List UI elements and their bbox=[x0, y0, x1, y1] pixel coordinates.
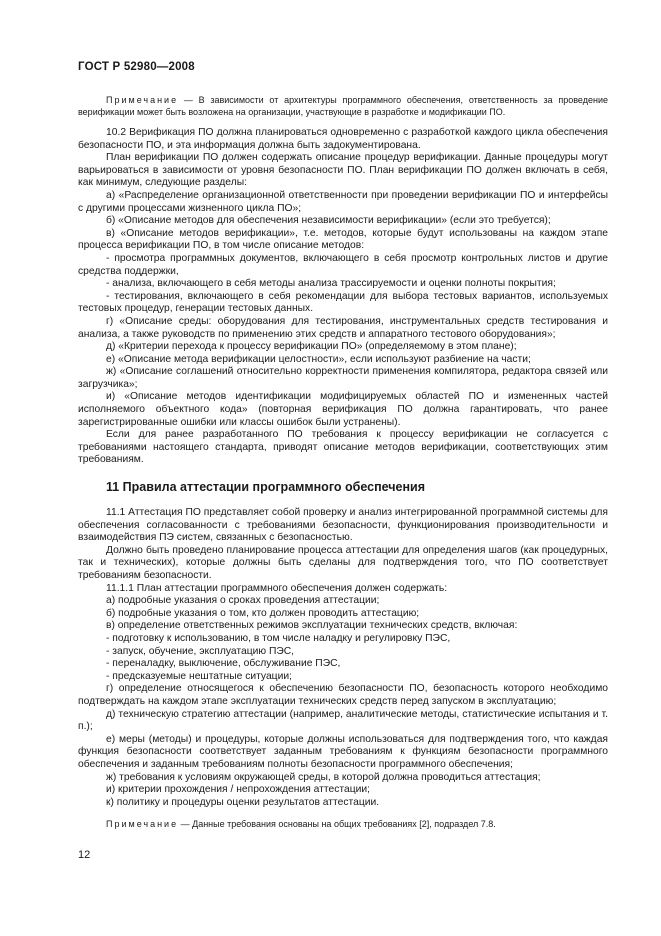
list-item: д) «Критерии перехода к процессу верификации ПО» (определяемому в этом плане); bbox=[106, 341, 517, 353]
note-text: — Данные требования основаны на общих требованиях [2], подраздел 7.8. bbox=[178, 819, 496, 830]
paragraph-10-2: 10.2 Верификация ПО должна планироваться одновременно с разработкой каждого цикла обеспечения безопасности ПО, и эта информация должна быть задокументирована. bbox=[78, 127, 608, 151]
list-item: - тестирования, включающего в себя рекомендации для выбора тестовых вариантов, используемых тестовых процедур, генерации тестовых данных. bbox=[78, 290, 608, 315]
note-label: Примечание bbox=[106, 95, 179, 105]
list-item: д) техническую стратегию аттестации (например, аналитические методы, статистические испытания и т. п.); bbox=[78, 708, 608, 733]
list-item: - анализа, включающего в себя методы анализа трассируемости и оценки полноты покрытия; bbox=[106, 278, 556, 290]
list-item: г) «Описание среды: оборудования для тестирования, инструментальных средств тестирования и анализа, а также руководств по применению этих средств и аппаратного тестового оборудования»; bbox=[78, 315, 608, 340]
list-item: - предсказуемые нештатные ситуации; bbox=[106, 670, 292, 682]
list-item: ж) «Описание соглашений относительно корректности применения компилятора, редактора связей или загрузчика»; bbox=[78, 366, 608, 390]
note-text: — В зависимости от архитектуры программного обеспечения, ответственность за проведение верификации может быть возложена на организации, участвующие в разработке и модификации ПО. bbox=[78, 95, 608, 117]
list-item: и) критерии прохождения / непрохождения аттестации; bbox=[106, 784, 370, 796]
page-body bbox=[78, 94, 608, 830]
paragraph-verification-plan: План верификации ПО должен содержать описание процедур верификации. Данные процедуры могут варьироваться в зависимости от уровня безопасности ПО. План верификации ПО должен включать в себя, как минимум, следующие разделы: bbox=[78, 152, 608, 189]
list-item: а) подробные указания о сроках проведения аттестации; bbox=[106, 595, 380, 607]
paragraph-11-1-1: 11.1.1 План аттестации программного обеспечения должен содержать: bbox=[106, 582, 448, 594]
list-item: и) «Описание методов идентификации модифицируемых областей ПО и измененных частей исполняемого объектного кода» (повторная верификация ПО должна гарантировать, что ранее зарегистрированные ошибки или классы ошибок были устранены). bbox=[78, 391, 608, 428]
list-item: к) политику и процедуры оценки результатов аттестации. bbox=[106, 796, 380, 808]
paragraph-previous-software: Если для ранее разработанного ПО требования к процессу верификации не согласуется с требованиями настоящего стандарта, приводят описание методов верификации, соответствующих этим требованиям. bbox=[78, 429, 608, 466]
list-item: в) «Описание методов верификации», т.е. методов, которые будут использованы на каждом этапе процесса верификации ПО, в том числе описание методов: bbox=[78, 227, 608, 252]
list-item: - просмотра программных документов, включающего в себя просмотр контрольных листов и другие средства поддержки, bbox=[78, 252, 608, 277]
list-item: г) определение относящегося к обеспечению безопасности ПО, безопасность которого необходимо подтверждать на каждом этапе эксплуатации технических средств перед запуском в эксплуатацию; bbox=[78, 683, 608, 707]
list-item: ж) требования к условиям окружающей среды, в которой должна проводиться аттестация; bbox=[106, 771, 541, 783]
section-11-title: 11 Правила аттестации программного обеспечения bbox=[106, 480, 425, 495]
paragraph-11-1: 11.1 Аттестация ПО представляет собой проверку и анализ интегрированной программной системы для обеспечения согласованности с требованиями безопасности, функционирования производительности и взаимодействия ПЭ систем, связанных с безопасностью. bbox=[78, 507, 608, 544]
list-item: - запуск, обучение, эксплуатацию ПЭС, bbox=[106, 645, 295, 657]
note-verification-responsibility bbox=[78, 94, 608, 118]
list-item: е) меры (методы) и процедуры, которые должны использоваться для подтверждения того, что каждая функция безопасности соответствует заданным требованиям к функциям безопасности программного обеспечения и заданным требованиям полноты безопасности программного обеспечения; bbox=[78, 733, 608, 770]
list-item: в) определение ответственных режимов эксплуатации технических средств, включая: bbox=[106, 620, 518, 632]
list-item: - подготовку к использованию, в том числе наладку и регулировку ПЭС, bbox=[106, 632, 451, 644]
note-label: Примечание bbox=[106, 819, 179, 830]
page-number: 12 bbox=[78, 849, 91, 861]
note-requirements-basis bbox=[78, 818, 608, 830]
list-item: е) «Описание метода верификации целостности», если используют разбиение на части; bbox=[106, 353, 531, 365]
standard-header: ГОСТ Р 52980—2008 bbox=[78, 61, 195, 73]
list-item: а) «Распределение организационной ответственности при проведении верификации ПО и интерфейсы с другими процессами жизненного цикла ПО»; bbox=[78, 189, 608, 214]
list-item: б) подробные указания о том, кто должен проводить аттестацию; bbox=[106, 607, 420, 619]
list-item: - переналадку, выключение, обслуживание ПЭС, bbox=[106, 658, 341, 670]
list-item: б) «Описание методов для обеспечения независимости верификации» (если это требуется); bbox=[106, 215, 551, 227]
paragraph-validation-planning: Должно быть проведено планирование процесса аттестации для определения шагов (как процедурных, так и технических), которые должны быть сделаны для подтверждения того, что ПО соответствует требованиям безопасности. bbox=[78, 544, 608, 581]
